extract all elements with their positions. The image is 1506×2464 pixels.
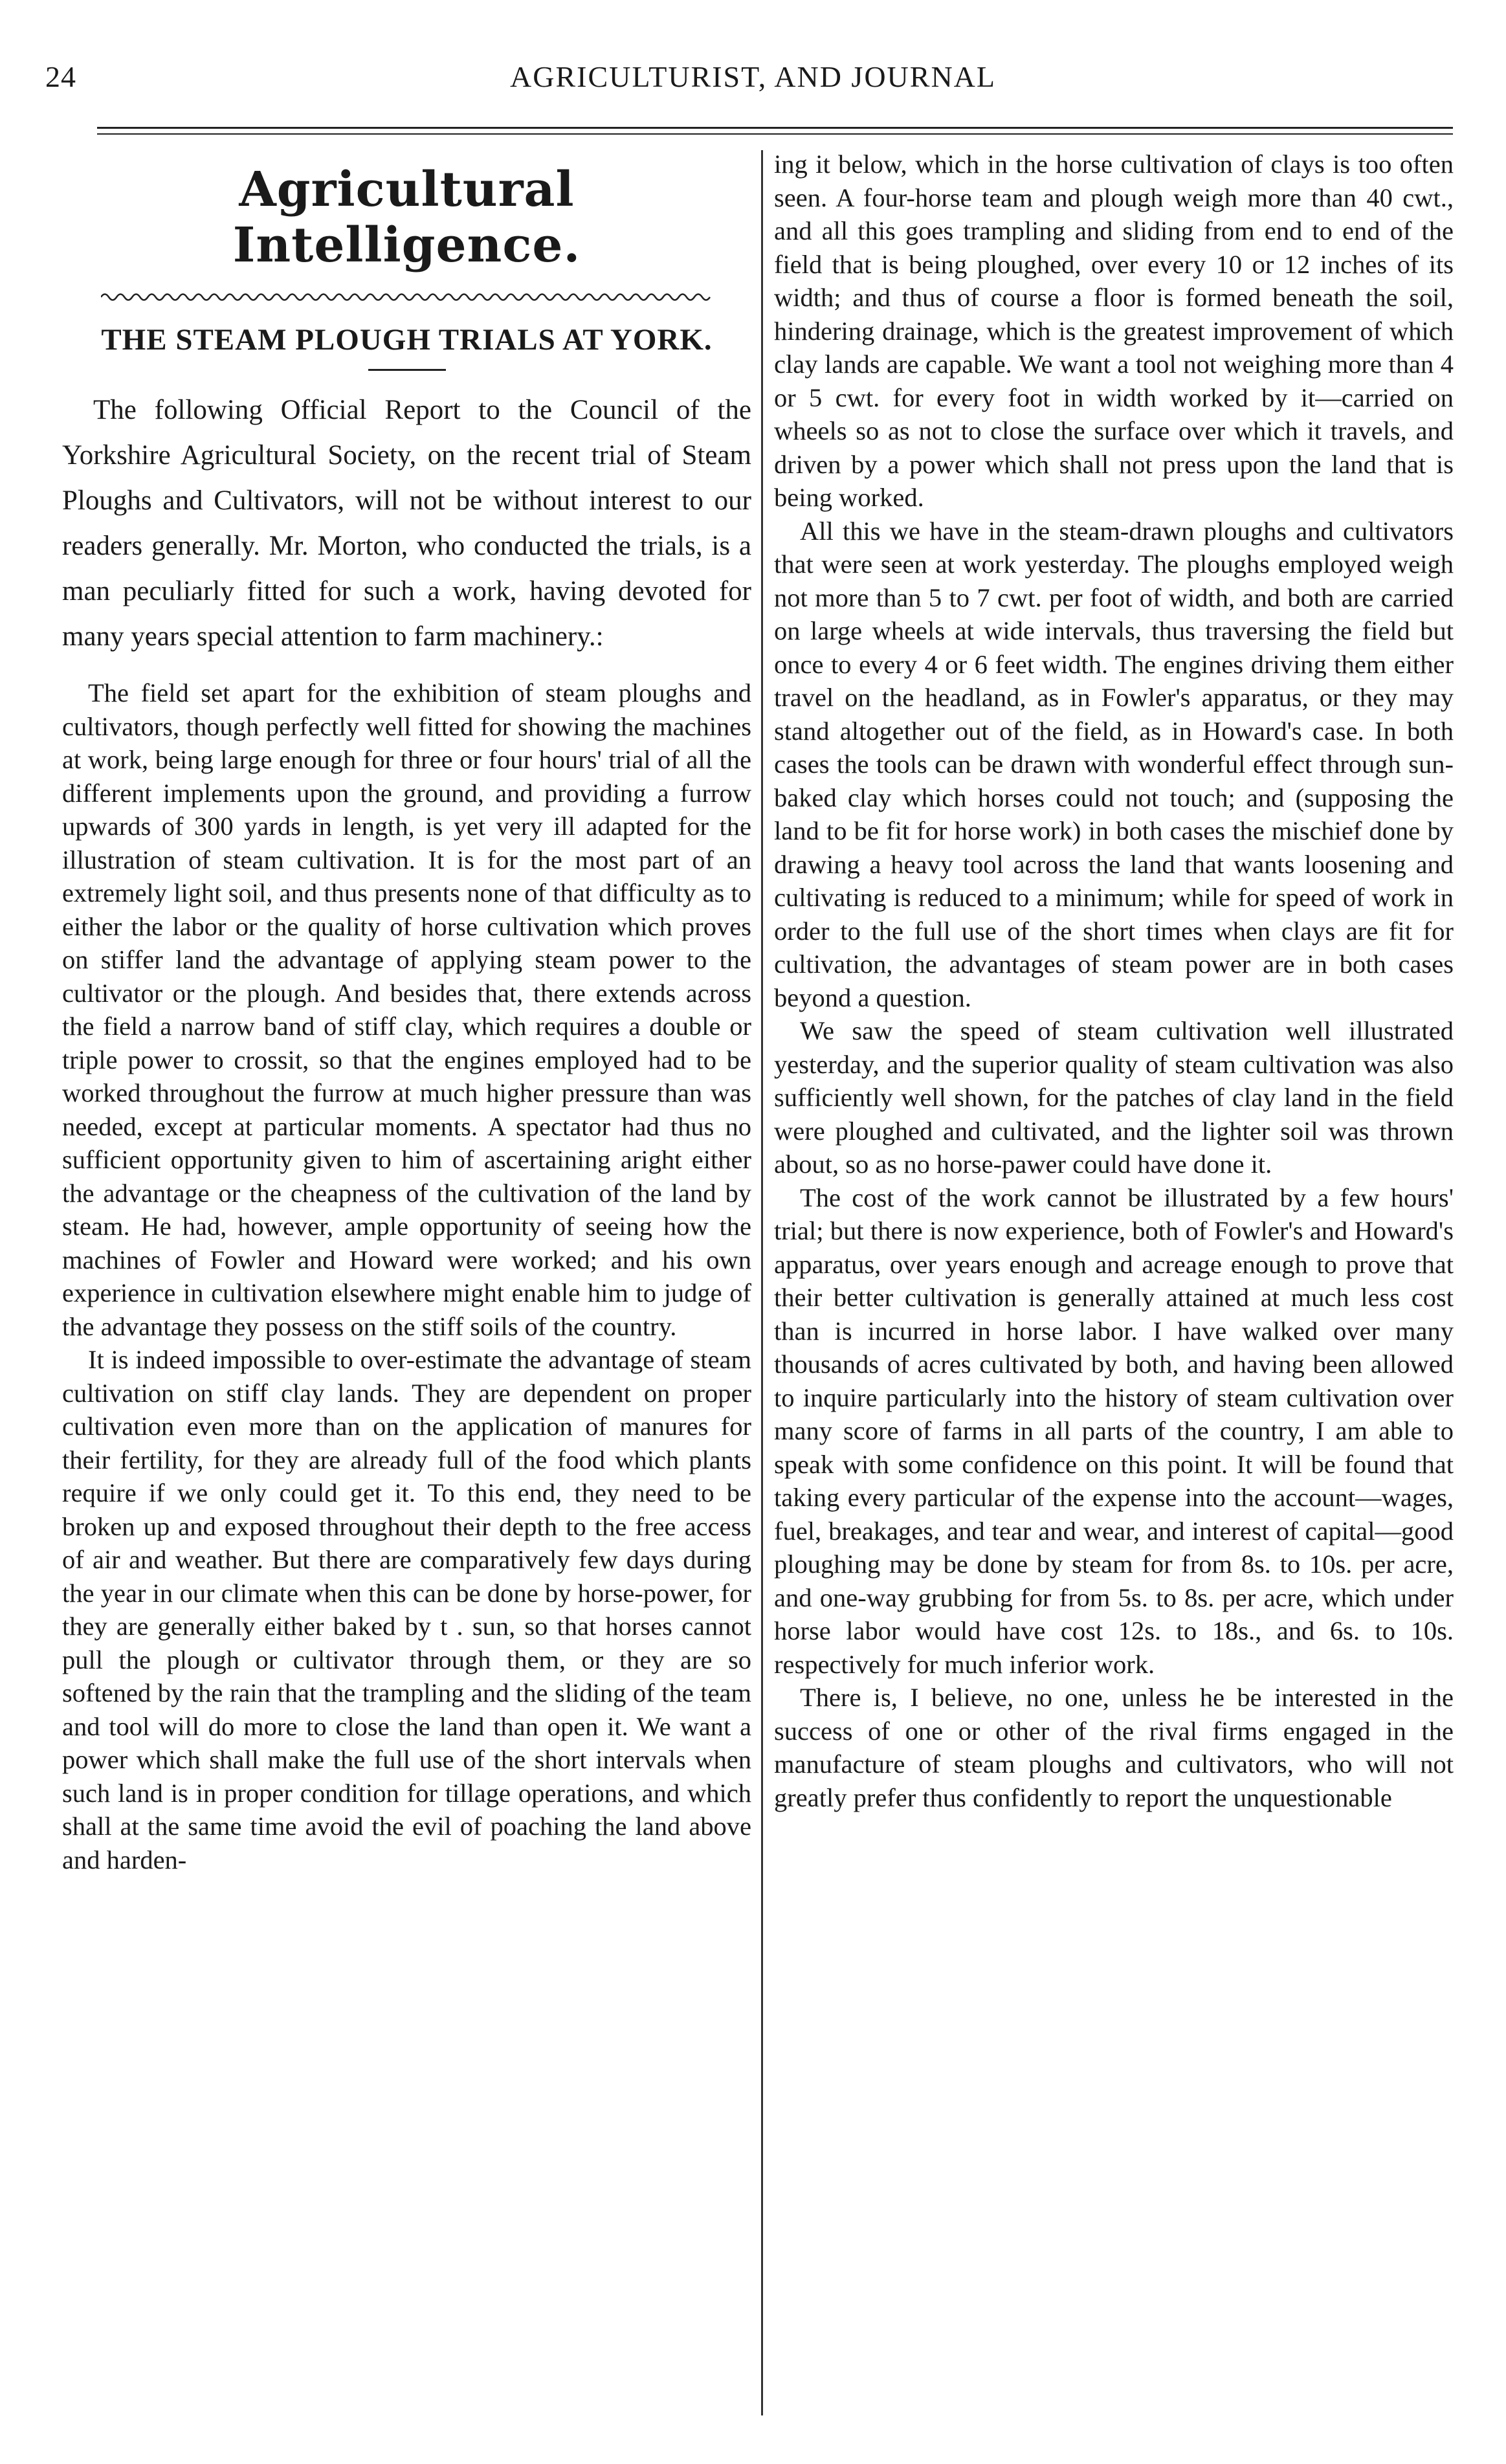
paragraph: It is indeed impossible to over-estimate the advantage of steam cultivation on stiff clay lands. They are dependent on proper cultivation even more than on the application of manures for their fertility, for they are already full of the food which plants require if we only could get it. To this end, they need to be broken up and exposed throughout their depth to the free access of air and weather. But there are comparatively few days during the year in our climate when this can be done by horse-power, for they are generally either baked by t . sun, so that horses cannot pull the plough or cultivator through them, or they are so softened by the rain that the trampling and the sliding of the team and tool will do more to close the land than open it. We want a power which shall make the full use of the short intervals when such land is in proper condition for tillage operations, and which shall at the same time avoid the evil of poaching the land above and harden- [62, 1345, 751, 1874]
paragraph: The field set apart for the exhibition of steam ploughs and cultivators, though perfectly well fitted for showing the machines at work, being large enough for three or four hours' trial of all the different implements upon the ground, and providing a furrow upwards of 300 yards in length, is yet very ill adapted for the illustration of steam cultivation. It is for the most part of an extremely light soil, and thus presents none of that difficulty as to either the labor or the quality of horse cultivation which proves on stiffer land the advantage of applying steam power to the cultivator or the plough. And besides that, there extends across the field a narrow band of stiff clay, which requires a double or triple power to crossit, so that the engines employed had to be worked throughout the furrow at much higher pressure than was needed, except at particular moments. A spectator had thus no sufficient opportunity given to him of ascertaining aright either the advantage or the cheapness of the cultivation of the land by steam. He had, however, ample opportunity of seeing how the machines of Fowler and Howard were worked; and his own experience in cultivation elsewhere might enable him to judge of the advantage they possess on the stiff soils of the country. [62, 678, 751, 1341]
ornamental-wavy-rule [101, 290, 713, 304]
title-rule [368, 369, 446, 371]
article-intro: The following Official Report to the Council of the Yorkshire Agricultural Society, on the recent trial of Steam Ploughs and Cultivators, will not be without interest to our readers generally. Mr. Morton, who conducted the trials, is a man peculiarly fitted for such a work, having devoted for many years special attention to farm machinery.: [62, 395, 751, 652]
left-column [62, 150, 751, 1876]
section-title: Agricultural Intelligence. [232, 162, 581, 273]
running-title: AGRICULTURIST, AND JOURNAL [510, 60, 996, 93]
paragraph: All this we have in the steam-drawn ploughs and cultivators that were seen at work yesterday. The ploughs employed weigh not more than 5 to 7 cwt. per foot of width, and both are carried on large wheels at wide intervals, thus traversing the field but once to every 4 or 6 feet width. The engines driving them either travel on the headland, as in Fowler's apparatus, or they may stand altogether out of the field, as in Howard's case. In both cases the tools can be drawn with wonderful effect through sun-baked clay which horses could not touch; and (supposing the land to be fit for horse work) in both cases the mischief done by drawing a heavy tool across the land that wants loosening and cultivating is reduced to a minimum; while for speed of work in order to the full use of the short times when clays are fit for cultivation, the advantages of steam power are in both cases beyond a question. [774, 516, 1454, 1012]
paragraph: There is, I believe, no one, unless he be interested in the success of one or other of the rival firms engaged in the manufacture of steam ploughs and cultivators, who will not greatly prefer thus confidently to report the unquestionable [774, 1683, 1454, 1812]
spacer [62, 660, 751, 676]
right-column [774, 148, 1454, 1814]
page-number: 24 [45, 60, 76, 93]
paragraph: The cost of the work cannot be illustrated by a few hours' trial; but there is now experience, both of Fowler's and Howard's apparatus, over years enough and acreage enough to prove that their better cultivation is generally attained at much less cost than is incurred in horse labor. I have walked over many thousands of acres cultivated by both, and having been allowed to inquire particularly into the history of steam cultivation over many score of farms in all parts of the country, I am able to speak with some confidence on this point. It will be found that taking every particular of the expense into the account—wages, fuel, breakages, and tear and wear, and interest of capital—good ploughing may be done by steam for from 8s. to 10s. per acre, and one-way grubbing for from 5s. to 8s. per acre, which under horse labor would have cost 12s. to 18s., and 6s. to 10s. respectively for much inferior work. [774, 1182, 1454, 1679]
header-rule-bottom [97, 133, 1453, 135]
article-title: THE STEAM PLOUGH TRIALS AT YORK. [101, 323, 713, 357]
header-rule-top [97, 127, 1453, 129]
paragraph: We saw the speed of steam cultivation well illustrated yesterday, and the superior quality of steam cultivation was also sufficiently well shown, for the patches of clay land in the field were ploughed and cultivated, and the lighter soil was thrown about, so as no horse-pawer could have done it. [774, 1016, 1454, 1179]
paragraph: ing it below, which in the horse cultivation of clays is too often seen. A four-horse team and plough weigh more than 40 cwt., and all this goes trampling and sliding from end to end of the field that is being ploughed, over every 10 or 12 inches of its width; and thus of course a floor is formed beneath the soil, hindering drainage, which is the greatest improvement of which clay lands are capable. We want a tool not weighing more than 4 or 5 cwt. for every foot in width worked by it—carried on wheels so as not to close the surface over which it travels, and driven by a power which shall not press upon the land that is being worked. [774, 150, 1454, 512]
column-divider [761, 150, 763, 2415]
